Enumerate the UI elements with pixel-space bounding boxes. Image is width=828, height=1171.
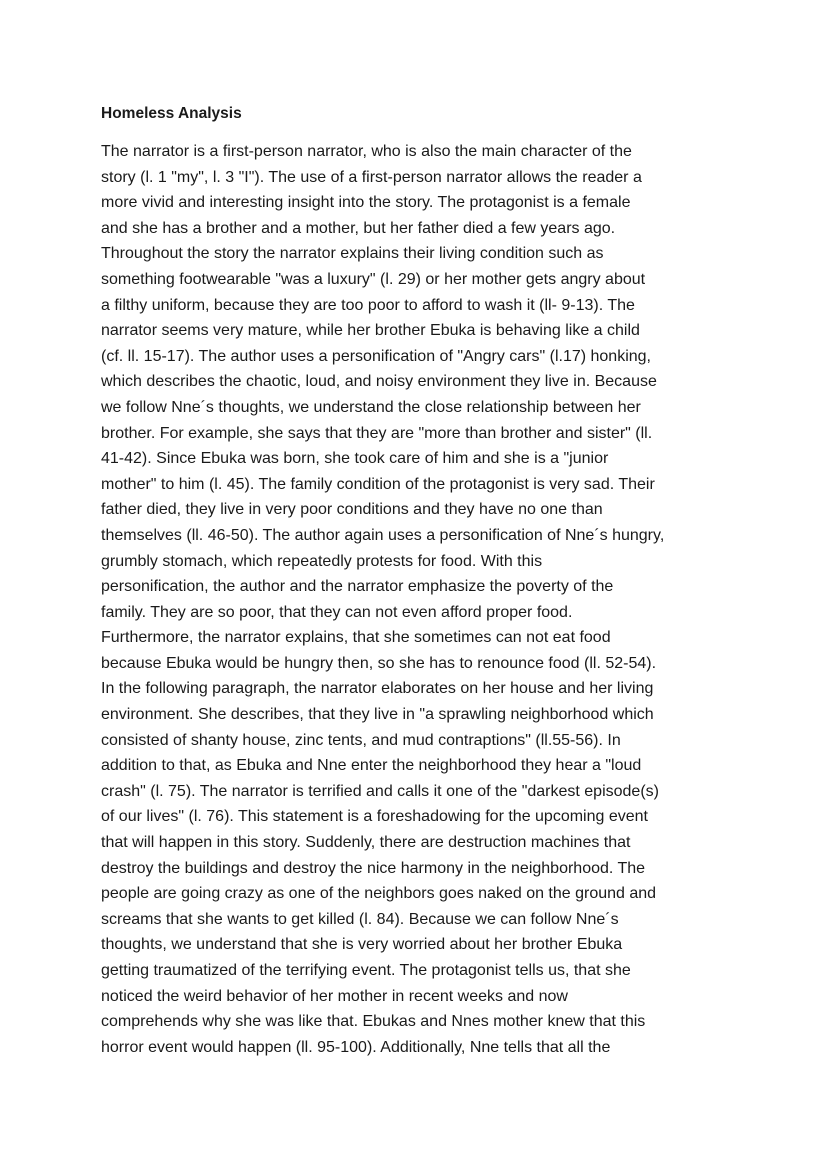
document-body xyxy=(101,103,741,1060)
text-line: of our lives" (l. 76). This statement is a foreshadowing for the upcoming event xyxy=(101,808,648,826)
text-line: that will happen in this story. Suddenly, there are destruction machines that xyxy=(101,834,631,852)
text-line: because Ebuka would be hungry then, so she has to renounce food (ll. 52-54). xyxy=(101,654,657,672)
text-line: 41-42). Since Ebuka was born, she took care of him and she is a "junior xyxy=(101,450,609,468)
text-line: more vivid and interesting insight into the story. The protagonist is a female xyxy=(101,194,631,212)
analysis-paragraph xyxy=(101,139,741,1060)
text-line: and she has a brother and a mother, but her father died a few years ago. xyxy=(101,219,616,237)
text-line: grumbly stomach, which repeatedly protests for food. With this xyxy=(101,552,543,570)
text-line: something footwearable "was a luxury" (l. 29) or her mother gets angry about xyxy=(101,270,646,288)
text-line: people are going crazy as one of the neighbors goes naked on the ground and xyxy=(101,885,657,903)
text-line: thoughts, we understand that she is very worried about her brother Ebuka xyxy=(101,936,623,954)
text-line: mother" to him (l. 45). The family condition of the protagonist is very sad. Their xyxy=(101,475,655,493)
text-line: (cf. ll. 15-17). The author uses a personification of "Angry cars" (l.17) honking, xyxy=(101,347,651,365)
text-line: The narrator is a first-person narrator, who is also the main character of the xyxy=(101,143,632,160)
text-line: In the following paragraph, the narrator elaborates on her house and her living xyxy=(101,680,654,698)
text-line: environment. She describes, that they live in "a sprawling neighborhood which xyxy=(101,706,654,724)
text-line: family. They are so poor, that they can not even afford proper food. xyxy=(101,603,573,621)
text-line: which describes the chaotic, loud, and noisy environment they live in. Because xyxy=(101,373,657,391)
text-line: comprehends why she was like that. Ebukas and Nnes mother knew that this xyxy=(101,1013,646,1031)
text-line: screams that she wants to get killed (l. 84). Because we can follow Nne´s xyxy=(101,910,619,928)
text-line: brother. For example, she says that they are "more than brother and sister" (ll. xyxy=(101,424,653,442)
text-line: themselves (ll. 46-50). The author again uses a personification of Nne´s hungry, xyxy=(101,526,665,544)
document-title: Homeless Analysis xyxy=(101,105,242,122)
text-line: story (l. 1 "my", l. 3 "I"). The use of a first-person narrator allows the reader a xyxy=(101,168,642,186)
text-line: personification, the author and the narrator emphasize the poverty of the xyxy=(101,578,614,596)
text-line: crash" (l. 75). The narrator is terrified and calls it one of the "darkest episode(s) xyxy=(101,782,659,800)
text-line: horror event would happen (ll. 95-100). Additionally, Nne tells that all the xyxy=(101,1038,611,1056)
text-line: Furthermore, the narrator explains, that she sometimes can not eat food xyxy=(101,629,611,647)
text-line: father died, they live in very poor conditions and they have no one than xyxy=(101,501,603,519)
text-line: destroy the buildings and destroy the nice harmony in the neighborhood. The xyxy=(101,859,646,877)
text-line: narrator seems very mature, while her brother Ebuka is behaving like a child xyxy=(101,322,640,340)
text-line: noticed the weird behavior of her mother in recent weeks and now xyxy=(101,987,568,1005)
text-line: Throughout the story the narrator explains their living condition such as xyxy=(101,245,604,263)
text-line: a filthy uniform, because they are too poor to afford to wash it (ll- 9-13). The xyxy=(101,296,635,314)
text-line: addition to that, as Ebuka and Nne enter the neighborhood they hear a "loud xyxy=(101,757,642,775)
text-line: getting traumatized of the terrifying event. The protagonist tells us, that she xyxy=(101,962,631,979)
text-line: consisted of shanty house, zinc tents, and mud contraptions" (ll.55-56). In xyxy=(101,731,621,749)
text-line: we follow Nne´s thoughts, we understand the close relationship between her xyxy=(101,398,641,416)
